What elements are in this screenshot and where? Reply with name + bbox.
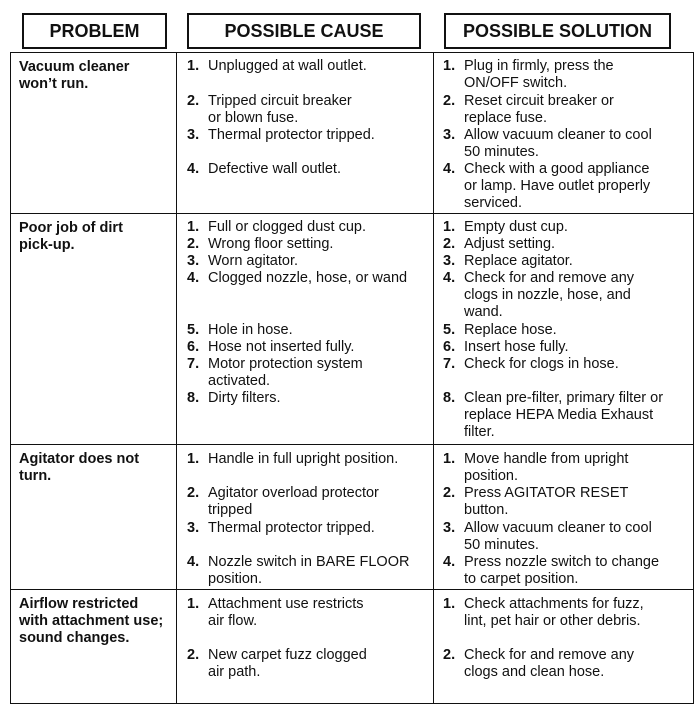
item-text: Hose not inserted fully. bbox=[208, 339, 355, 355]
item-number: 4. bbox=[443, 554, 456, 570]
item-text: Check for and remove any clogs and clean hose. bbox=[464, 647, 635, 681]
item-text: Move handle from upright position. bbox=[464, 451, 629, 485]
item-text: Dirty filters. bbox=[208, 390, 281, 406]
item-text: Clean pre-filter, primary filter or replace HEPA Media Exhaust filter. bbox=[464, 390, 664, 441]
item-number: 7. bbox=[443, 356, 456, 372]
item-number: 2. bbox=[443, 236, 456, 252]
item-number: 4. bbox=[187, 270, 200, 286]
item-text: Replace agitator. bbox=[464, 253, 573, 269]
item-number: 6. bbox=[187, 339, 200, 355]
item-text: Press AGITATOR RESET button. bbox=[464, 485, 629, 519]
item-number: 1. bbox=[443, 596, 456, 612]
troubleshooting-table bbox=[10, 52, 694, 704]
item-text: Unplugged at wall outlet. bbox=[208, 58, 367, 74]
item-number: 2. bbox=[187, 93, 200, 109]
item-number: 8. bbox=[443, 390, 456, 406]
item-number: 1. bbox=[443, 58, 456, 74]
item-number: 3. bbox=[187, 520, 200, 536]
item-text: Check attachments for fuzz, lint, pet hair or other debris. bbox=[464, 596, 644, 630]
item-text: Tripped circuit breaker or blown fuse. bbox=[208, 93, 352, 127]
item-text: Allow vacuum cleaner to cool 50 minutes. bbox=[464, 127, 652, 161]
item-number: 7. bbox=[187, 356, 200, 372]
item-text: New carpet fuzz clogged air path. bbox=[208, 647, 367, 681]
item-number: 4. bbox=[187, 554, 200, 570]
row-divider bbox=[11, 213, 693, 214]
problem-label: Poor job of dirt pick-up. bbox=[19, 220, 123, 253]
item-text: Full or clogged dust cup. bbox=[208, 219, 366, 235]
item-text: Replace hose. bbox=[464, 322, 557, 338]
problem-label: Vacuum cleaner won’t run. bbox=[19, 59, 130, 92]
item-text: Clogged nozzle, hose, or wand bbox=[208, 270, 408, 286]
item-number: 5. bbox=[443, 322, 456, 338]
item-number: 2. bbox=[443, 485, 456, 501]
item-number: 1. bbox=[187, 219, 200, 235]
item-text: Attachment use restricts air flow. bbox=[208, 596, 364, 630]
item-text: Worn agitator. bbox=[208, 253, 299, 269]
item-text: Reset circuit breaker or replace fuse. bbox=[464, 93, 614, 127]
item-text: Check with a good appliance or lamp. Have outlet properly serviced. bbox=[464, 161, 651, 212]
item-text: Nozzle switch in BARE FLOOR position. bbox=[208, 554, 410, 588]
header-possible-solution: POSSIBLE SOLUTION bbox=[444, 13, 671, 49]
item-number: 1. bbox=[443, 219, 456, 235]
item-number: 4. bbox=[443, 161, 456, 177]
problem-label: Airflow restricted with attachment use; sound changes. bbox=[19, 596, 164, 646]
column-divider bbox=[176, 53, 177, 703]
item-number: 5. bbox=[187, 322, 200, 338]
problem-label: Agitator does not turn. bbox=[19, 451, 140, 484]
item-number: 3. bbox=[443, 253, 456, 269]
header-problem: PROBLEM bbox=[22, 13, 167, 49]
item-number: 6. bbox=[443, 339, 456, 355]
item-text: Adjust setting. bbox=[464, 236, 556, 252]
item-text: Thermal protector tripped. bbox=[208, 127, 375, 143]
row-divider bbox=[11, 444, 693, 445]
row-divider bbox=[11, 589, 693, 590]
item-number: 2. bbox=[443, 647, 456, 663]
item-text: Wrong floor setting. bbox=[208, 236, 334, 252]
item-text: Empty dust cup. bbox=[464, 219, 568, 235]
item-number: 4. bbox=[443, 270, 456, 286]
item-text: Check for and remove any clogs in nozzle, hose, and wand. bbox=[464, 270, 635, 321]
item-number: 3. bbox=[443, 520, 456, 536]
item-number: 2. bbox=[187, 485, 200, 501]
item-text: Thermal protector tripped. bbox=[208, 520, 375, 536]
item-number: 8. bbox=[187, 390, 200, 406]
item-text: Hole in hose. bbox=[208, 322, 293, 338]
item-number: 1. bbox=[187, 451, 200, 467]
item-text: Plug in firmly, press the ON/OFF switch. bbox=[464, 58, 614, 92]
item-number: 2. bbox=[443, 93, 456, 109]
header-possible-cause: POSSIBLE CAUSE bbox=[187, 13, 421, 49]
item-number: 3. bbox=[187, 253, 200, 269]
item-number: 2. bbox=[187, 647, 200, 663]
item-text: Agitator overload protector tripped bbox=[208, 485, 379, 519]
item-number: 3. bbox=[187, 127, 200, 143]
item-text: Motor protection system activated. bbox=[208, 356, 363, 390]
item-text: Check for clogs in hose. bbox=[464, 356, 619, 372]
item-text: Defective wall outlet. bbox=[208, 161, 341, 177]
item-text: Handle in full upright position. bbox=[208, 451, 399, 467]
item-text: Press nozzle switch to change to carpet position. bbox=[464, 554, 660, 588]
item-number: 2. bbox=[187, 236, 200, 252]
item-number: 4. bbox=[187, 161, 200, 177]
item-number: 3. bbox=[443, 127, 456, 143]
item-number: 1. bbox=[443, 451, 456, 467]
item-number: 1. bbox=[187, 58, 200, 74]
item-text: Insert hose fully. bbox=[464, 339, 569, 355]
item-number: 1. bbox=[187, 596, 200, 612]
item-text: Allow vacuum cleaner to cool 50 minutes. bbox=[464, 520, 652, 554]
